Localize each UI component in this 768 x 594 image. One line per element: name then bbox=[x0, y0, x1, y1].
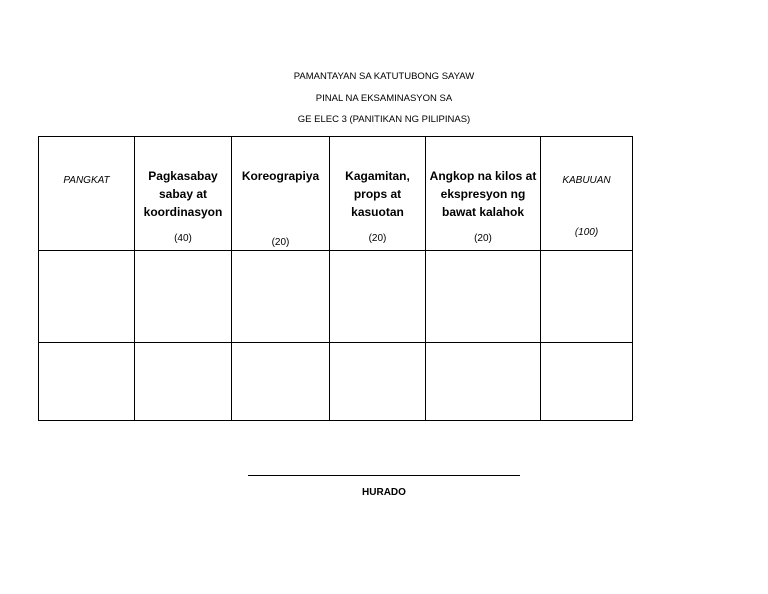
table-cell[interactable] bbox=[426, 251, 541, 343]
column-label-total: KABUUAN bbox=[562, 175, 611, 186]
header-cell-synchronization bbox=[135, 137, 232, 251]
table-cell[interactable] bbox=[541, 251, 633, 343]
column-label-expression: Angkop na kilos at ekspresyon ng bawat kalahok bbox=[429, 169, 537, 219]
column-points-choreography: (20) bbox=[271, 237, 290, 248]
header-cell-choreography bbox=[232, 137, 330, 251]
column-label-pangkat: PANGKAT bbox=[63, 175, 110, 186]
header-title: PAMANTAYAN SA KATUTUBONG SAYAW bbox=[293, 71, 475, 82]
table-cell[interactable] bbox=[330, 251, 426, 343]
header-cell-expression bbox=[426, 137, 541, 251]
table-cell[interactable] bbox=[426, 343, 541, 421]
signature-label: HURADO bbox=[362, 487, 406, 498]
column-label-props: Kagamitan, props at kasuotan bbox=[345, 169, 410, 219]
header-cell-props bbox=[330, 137, 426, 251]
table-header-row bbox=[39, 137, 633, 251]
column-label-synchronization: Pagkasabay sabay at koordinasyon bbox=[143, 169, 223, 219]
table-row bbox=[39, 251, 633, 343]
column-points-props: (20) bbox=[368, 233, 387, 244]
table-cell[interactable] bbox=[135, 343, 232, 421]
table-cell[interactable] bbox=[39, 251, 135, 343]
table-cell[interactable] bbox=[330, 343, 426, 421]
table-cell[interactable] bbox=[135, 251, 232, 343]
column-points-synchronization: (40) bbox=[174, 233, 192, 244]
header-subtitle: PINAL NA EKSAMINASYON SA bbox=[315, 93, 453, 104]
header-cell-total bbox=[541, 137, 633, 251]
table-cell[interactable] bbox=[232, 251, 330, 343]
signature-line bbox=[248, 475, 520, 476]
header-course: GE ELEC 3 (PANITIKAN NG PILIPINAS) bbox=[297, 114, 471, 125]
table-cell[interactable] bbox=[232, 343, 330, 421]
table-cell[interactable] bbox=[541, 343, 633, 421]
column-points-expression: (20) bbox=[474, 233, 492, 244]
table-row bbox=[39, 343, 633, 421]
column-label-choreography: Koreograpiya bbox=[241, 169, 320, 183]
column-points-total: (100) bbox=[574, 227, 599, 238]
rubric-table bbox=[38, 136, 633, 421]
header-cell-pangkat bbox=[39, 137, 135, 251]
table-cell[interactable] bbox=[39, 343, 135, 421]
